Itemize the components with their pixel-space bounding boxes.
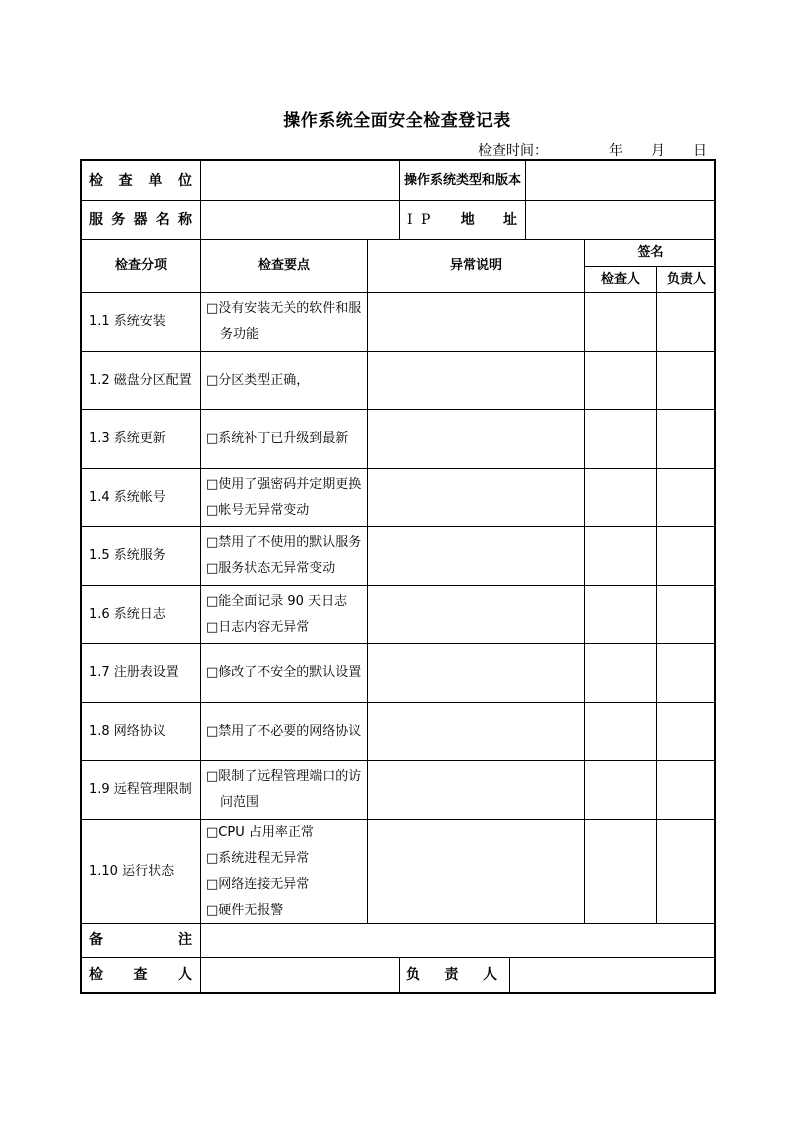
inspector-sign-cell[interactable] (585, 820, 656, 923)
responsible-sign-cell[interactable] (657, 820, 716, 923)
anomaly-cell[interactable] (368, 703, 584, 760)
inspection-form-table (80, 159, 716, 994)
check-category: 1.2 磁盘分区配置 (89, 372, 192, 388)
check-point-text: □CPU 占用率正常 (206, 824, 314, 840)
check-points (201, 586, 367, 643)
responsible-sign-field[interactable] (510, 958, 716, 992)
date-month-label: 月 (651, 143, 665, 159)
check-point-item (206, 820, 314, 846)
check-category: 1.5 系统服务 (89, 548, 166, 563)
check-points (201, 761, 367, 819)
check-category: 1.7 注册表设置 (89, 665, 179, 680)
anomaly-cell[interactable] (368, 820, 584, 923)
check-category: 1.1 系统安装 (89, 314, 166, 329)
check-point-text: 务功能 (220, 327, 260, 342)
anomaly-cell[interactable] (368, 293, 584, 351)
check-category: 1.8 网络协议 (89, 723, 166, 739)
check-point-text: □硬件无报警 (206, 902, 284, 918)
check-point-text: □限制了远程管理端口的访 (206, 769, 362, 784)
table-grid-line (367, 239, 368, 292)
check-points (201, 293, 367, 351)
anomaly-cell[interactable] (368, 761, 584, 819)
check-point-text: □禁用了不使用的默认服务 (206, 535, 362, 550)
inspector-sign-cell[interactable] (585, 410, 656, 468)
anomaly-cell[interactable] (368, 586, 584, 643)
table-grid-line (82, 200, 714, 201)
check-point-item (206, 846, 309, 872)
check-points (201, 352, 367, 409)
table-grid-line (82, 292, 714, 293)
check-point-text: □帐号无异常变动 (206, 502, 310, 518)
table-grid-line (82, 585, 714, 586)
table-grid-line (584, 292, 585, 923)
table-grid-line (584, 239, 585, 292)
remark-label: 备 注 (89, 932, 192, 948)
ip-address-label: I P 地 址 (407, 212, 517, 228)
table-grid-line (82, 760, 714, 761)
check-point-text: □使用了强密码并定期更换 (206, 476, 362, 492)
date-year-label: 年 (609, 143, 623, 159)
check-point-item (206, 556, 335, 582)
check-point-item (206, 368, 309, 394)
check-points (201, 469, 367, 526)
check-category: 1.9 远程管理限制 (89, 782, 192, 797)
inspector-sign-field[interactable] (201, 958, 399, 992)
anomaly-cell[interactable] (368, 410, 584, 468)
table-grid-line (200, 292, 201, 923)
responsible-sign-cell[interactable] (657, 586, 716, 643)
column-header-responsible: 负责人 (666, 271, 706, 287)
table-grid-line (82, 923, 714, 924)
check-category: 1.10 运行状态 (89, 863, 175, 879)
check-point-item (206, 472, 361, 498)
responsible-sign-cell[interactable] (657, 527, 716, 585)
table-grid-line (200, 161, 201, 239)
check-point-text: □服务状态无异常变动 (206, 561, 336, 576)
table-grid-line (82, 702, 714, 703)
page-title: 操作系统全面安全检查登记表 (283, 111, 511, 131)
server-name-label: 服 务 器 名 称 (89, 212, 192, 228)
check-point-item (206, 589, 347, 615)
table-grid-line (82, 239, 714, 240)
table-grid-line (82, 468, 714, 469)
check-point-text: □系统补丁已升级到最新 (206, 431, 349, 446)
column-header-category: 检查分项 (114, 258, 167, 273)
inspector-sign-cell[interactable] (585, 586, 656, 643)
check-point-item (206, 660, 361, 686)
inspector-sign-cell[interactable] (585, 469, 656, 526)
check-points (201, 644, 367, 702)
table-grid-line (200, 239, 201, 292)
check-point-text: □修改了不安全的默认设置 (206, 665, 362, 680)
table-grid-line (200, 923, 201, 992)
table-grid-line (525, 161, 526, 239)
table-grid-line (82, 819, 714, 820)
check-point-text: □能全面记录 90 天日志 (206, 593, 348, 609)
inspector-sign-cell[interactable] (585, 703, 656, 760)
check-point-item (206, 898, 283, 924)
table-grid-line (82, 957, 714, 958)
responsible-sign-cell[interactable] (657, 761, 716, 819)
anomaly-cell[interactable] (368, 352, 584, 409)
inspection-date-label: 检查时间： (478, 143, 548, 159)
table-grid-line (399, 957, 400, 992)
check-points (201, 410, 367, 468)
check-point-item (206, 296, 361, 348)
check-point-item (206, 764, 361, 816)
check-point-item (206, 872, 309, 898)
responsible-sign-cell[interactable] (657, 469, 716, 526)
table-grid-line (82, 351, 714, 352)
check-point-text: □日志内容无异常 (206, 619, 310, 635)
table-grid-line (82, 409, 714, 410)
check-point-text: □系统进程无异常 (206, 850, 310, 866)
check-point-text: □网络连接无异常 (206, 876, 310, 892)
responsible-sign-cell[interactable] (657, 703, 716, 760)
responsible-sign-cell[interactable] (657, 293, 716, 351)
check-point-text: □没有安装无关的软件和服 (206, 301, 362, 316)
responsible-sign-cell[interactable] (657, 644, 716, 702)
table-grid-line (367, 292, 368, 923)
check-point-item (206, 615, 309, 641)
check-point-item (206, 530, 361, 556)
remark-field[interactable] (201, 923, 716, 957)
inspector-sign-cell[interactable] (585, 644, 656, 702)
table-grid-line (656, 266, 657, 292)
ip-address-field[interactable] (526, 201, 716, 239)
check-point-item (206, 426, 348, 452)
check-point-text: 问范围 (220, 795, 260, 810)
responsible-sign-cell[interactable] (657, 352, 716, 409)
inspector-sign-cell[interactable] (585, 761, 656, 819)
check-category: 1.6 系统日志 (89, 606, 166, 622)
anomaly-cell[interactable] (368, 527, 584, 585)
column-header-points: 检查要点 (257, 258, 310, 273)
responsible-sign-cell[interactable] (657, 410, 716, 468)
column-header-inspector: 检查人 (600, 271, 640, 287)
unit-field[interactable] (201, 161, 399, 200)
anomaly-cell[interactable] (368, 469, 584, 526)
check-point-item (206, 719, 361, 745)
os-version-label: 操作系统类型和版本 (403, 172, 521, 188)
server-name-field[interactable] (201, 201, 399, 239)
check-points (201, 703, 367, 760)
inspector-sign-cell[interactable] (585, 527, 656, 585)
check-category: 1.4 系统帐号 (89, 489, 166, 505)
date-day-label: 日 (693, 143, 707, 159)
table-grid-line (399, 161, 400, 239)
os-version-field[interactable] (526, 161, 716, 200)
check-point-item (206, 498, 309, 524)
table-grid-line (82, 526, 714, 527)
responsible-sign-label: 负 责 人 (406, 967, 497, 983)
check-point-text: □分区类型正确， (206, 372, 310, 388)
table-grid-line (656, 292, 657, 923)
column-header-anomaly: 异常说明 (449, 258, 502, 273)
check-points (201, 527, 367, 585)
table-grid-line (585, 266, 714, 267)
anomaly-cell[interactable] (368, 644, 584, 702)
inspector-sign-cell[interactable] (585, 293, 656, 351)
unit-label: 检 查 单 位 (89, 172, 192, 189)
table-grid-line (509, 957, 510, 992)
check-points (201, 820, 367, 923)
table-grid-line (82, 643, 714, 644)
inspector-sign-label: 检 查 人 (89, 967, 192, 983)
inspector-sign-cell[interactable] (585, 352, 656, 409)
check-category: 1.3 系统更新 (89, 431, 166, 446)
column-header-signature: 签名 (637, 245, 664, 260)
check-point-text: □禁用了不必要的网络协议 (206, 723, 362, 739)
